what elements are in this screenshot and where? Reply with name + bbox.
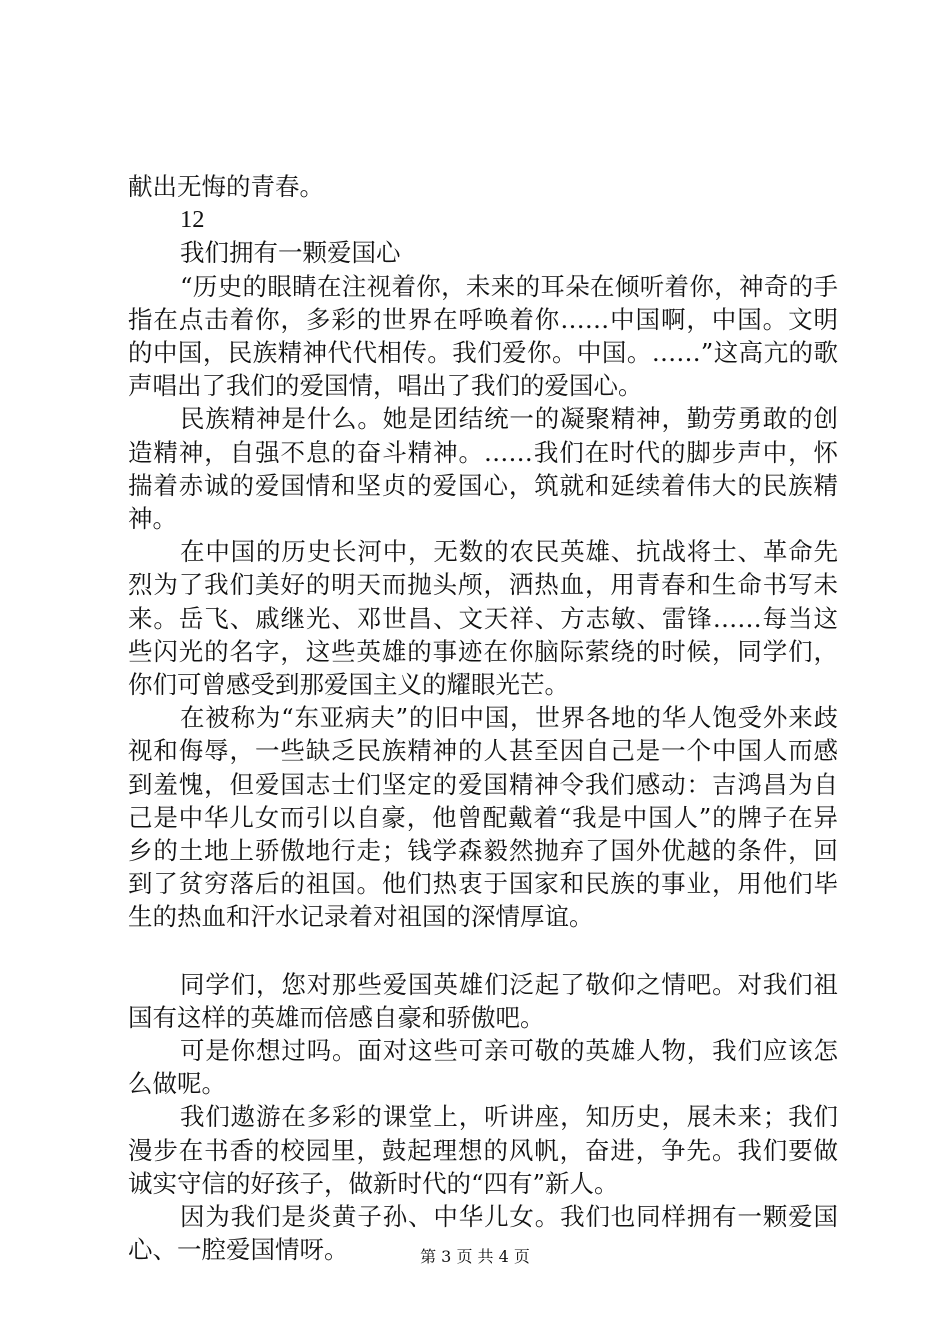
paragraph: 我们遨游在多彩的课堂上，听讲座，知历史，展未来；我们漫步在书香的校园里，鼓起理想的风帆，奋进，争先。我们要做诚实守信的好孩子，做新时代的“四有”新人。 (128, 1102, 838, 1198)
document-body (128, 170, 838, 1267)
section-number: 12 (180, 206, 205, 234)
paragraph: 民族精神是什么。她是团结统一的凝聚精神，勤劳勇敢的创造精神，自强不息的奋斗精神。……我们在时代的脚步声中，怀揣着赤诚的爱国情和坚贞的爱国心，筑就和延续着伟大的民族精神。 (128, 404, 838, 534)
article-title: 我们拥有一颗爱国心 (180, 238, 401, 268)
paragraph: 因为我们是炎黄子孙、中华儿女。我们也同样拥有一颗爱国心、一腔爱国情呀。 (128, 1202, 838, 1265)
paragraph: 在被称为“东亚病夫”的旧中国，世界各地的华人饱受外来歧视和侮辱，一些缺乏民族精神的人甚至因自己是一个中国人而感到羞愧，但爱国志士们坚定的爱国精神令我们感动：吉鸿昌为自己是中华儿女而引以自豪，他曾配戴着“我是中国人”的牌子在异乡的土地上骄傲地行走；钱学森毅然抛弃了国外优越的条件，回到了贫穷落后的祖国。他们热衷于国家和民族的事业，用他们毕生的热血和汗水记录着对祖国的深情厚谊。 (128, 703, 838, 932)
paragraph: 在中国的历史长河中，无数的农民英雄、抗战将士、革命先烈为了我们美好的明天而抛头颅，洒热血，用青春和生命书写未来。岳飞、戚继光、邓世昌、文天祥、方志敏、雷锋……每当这些闪光的名字，这些英雄的事迹在你脑际萦绕的时候，同学们，你们可曾感受到那爱国主义的耀眼光芒。 (128, 537, 838, 700)
continued-text: 献出无悔的青春。 (128, 172, 324, 201)
page-footer: 第 3 页 共 4 页 (420, 1247, 530, 1266)
paragraph: “历史的眼睛在注视着你，未来的耳朵在倾听着你，神奇的手指在点击着你，多彩的世界在呼唤着你……中国啊，中国。文明的中国，民族精神代代相传。我们爱你。中国。……”这高亢的歌声唱出了我们的爱国情，唱出了我们的爱国心。 (128, 271, 838, 401)
paragraph: 可是你想过吗。面对这些可亲可敬的英雄人物，我们应该怎么做呢。 (128, 1036, 838, 1099)
paragraph: 同学们，您对那些爱国英雄们泛起了敬仰之情吧。对我们祖国有这样的英雄而倍感自豪和骄傲吧。 (128, 969, 838, 1032)
